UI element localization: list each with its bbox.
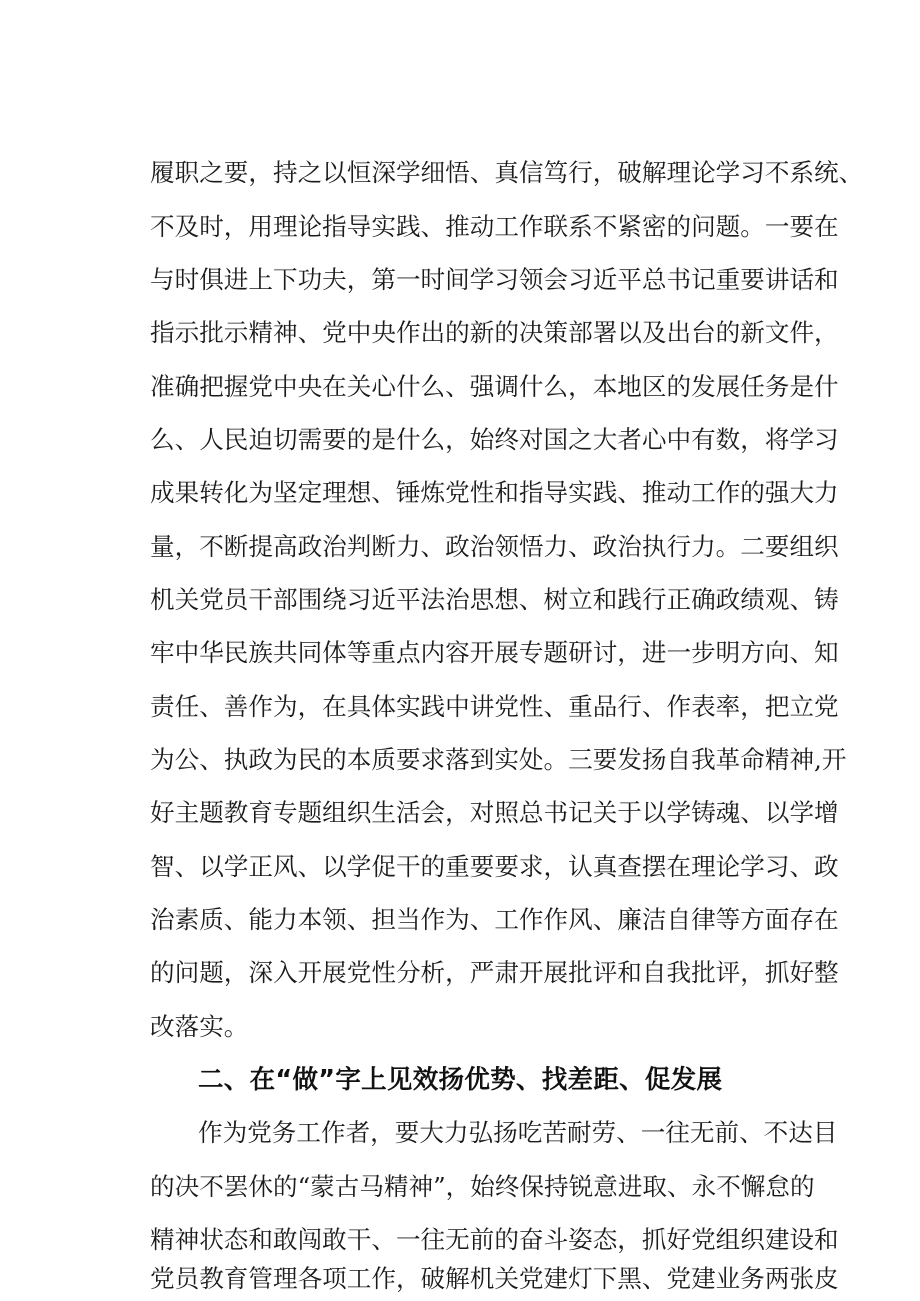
paragraph-1-line-16: 的问题，深入开展党性分析，严肃开展批评和自我批评，抓好整: [150, 958, 839, 987]
paragraph-1-line-17: 改落实。: [150, 1012, 249, 1041]
paragraph-1-line-5: 准确把握党中央在关心什么、强调什么，本地区的发展任务是什: [150, 372, 839, 401]
paragraph-2-line-3: 精神状态和敢闯敢干、一往无前的奋斗姿态，抓好党组织建设和: [150, 1225, 839, 1254]
paragraph-1-line-10: 牢中华民族共同体等重点内容开展专题研讨，进一步明方向、知: [150, 638, 839, 667]
paragraph-1-line-11: 责任、善作为，在具体实践中讲党性、重品行、作表率，把立党: [150, 692, 839, 721]
section-heading-2: 二、在“做”字上见效扬优势、找差距、促发展: [198, 1065, 723, 1095]
paragraph-1-line-8: 量，不断提高政治判断力、政治领悟力、政治执行力。二要组织: [150, 532, 839, 561]
paragraph-1-line-1: 履职之要，持之以恒深学细悟、真信笃行，破解理论学习不系统、: [150, 158, 864, 187]
paragraph-1-line-15: 治素质、能力本领、担当作为、工作作风、廉洁自律等方面存在: [150, 905, 839, 934]
paragraph-1-line-6: 么、人民迫切需要的是什么，始终对国之大者心中有数，将学习: [150, 425, 839, 454]
paragraph-2-line-4: 党员教育管理各项工作，破解机关党建灯下黑、党建业务两张皮: [150, 1264, 839, 1293]
paragraph-1-line-7: 成果转化为坚定理想、锤炼党性和指导实践、推动工作的强大力: [150, 478, 839, 507]
paragraph-1-line-9: 机关党员干部围绕习近平法治思想、树立和践行正确政绩观、铸: [150, 585, 839, 614]
paragraph-1-line-12: 为公、执政为民的本质要求落到实处。三要发扬自我革命精神,开: [150, 745, 847, 774]
paragraph-2-line-1: 作为党务工作者，要大力弘扬吃苦耐劳、一往无前、不达目: [198, 1118, 838, 1147]
paragraph-1-line-14: 智、以学正风、以学促干的重要要求，认真查摆在理论学习、政: [150, 852, 839, 881]
paragraph-1-line-2: 不及时，用理论指导实践、推动工作联系不紧密的问题。一要在: [150, 212, 839, 241]
paragraph-2-line-2: 的决不罢休的“蒙古马精神”，始终保持锐意进取、永不懈怠的: [150, 1172, 815, 1201]
paragraph-1-line-3: 与时俱进上下功夫，第一时间学习领会习近平总书记重要讲话和: [150, 265, 839, 294]
paragraph-1-line-13: 好主题教育专题组织生活会，对照总书记关于以学铸魂、以学增: [150, 798, 839, 827]
paragraph-1-line-4: 指示批示精神、党中央作出的新的决策部署以及出台的新文件，: [150, 318, 839, 347]
